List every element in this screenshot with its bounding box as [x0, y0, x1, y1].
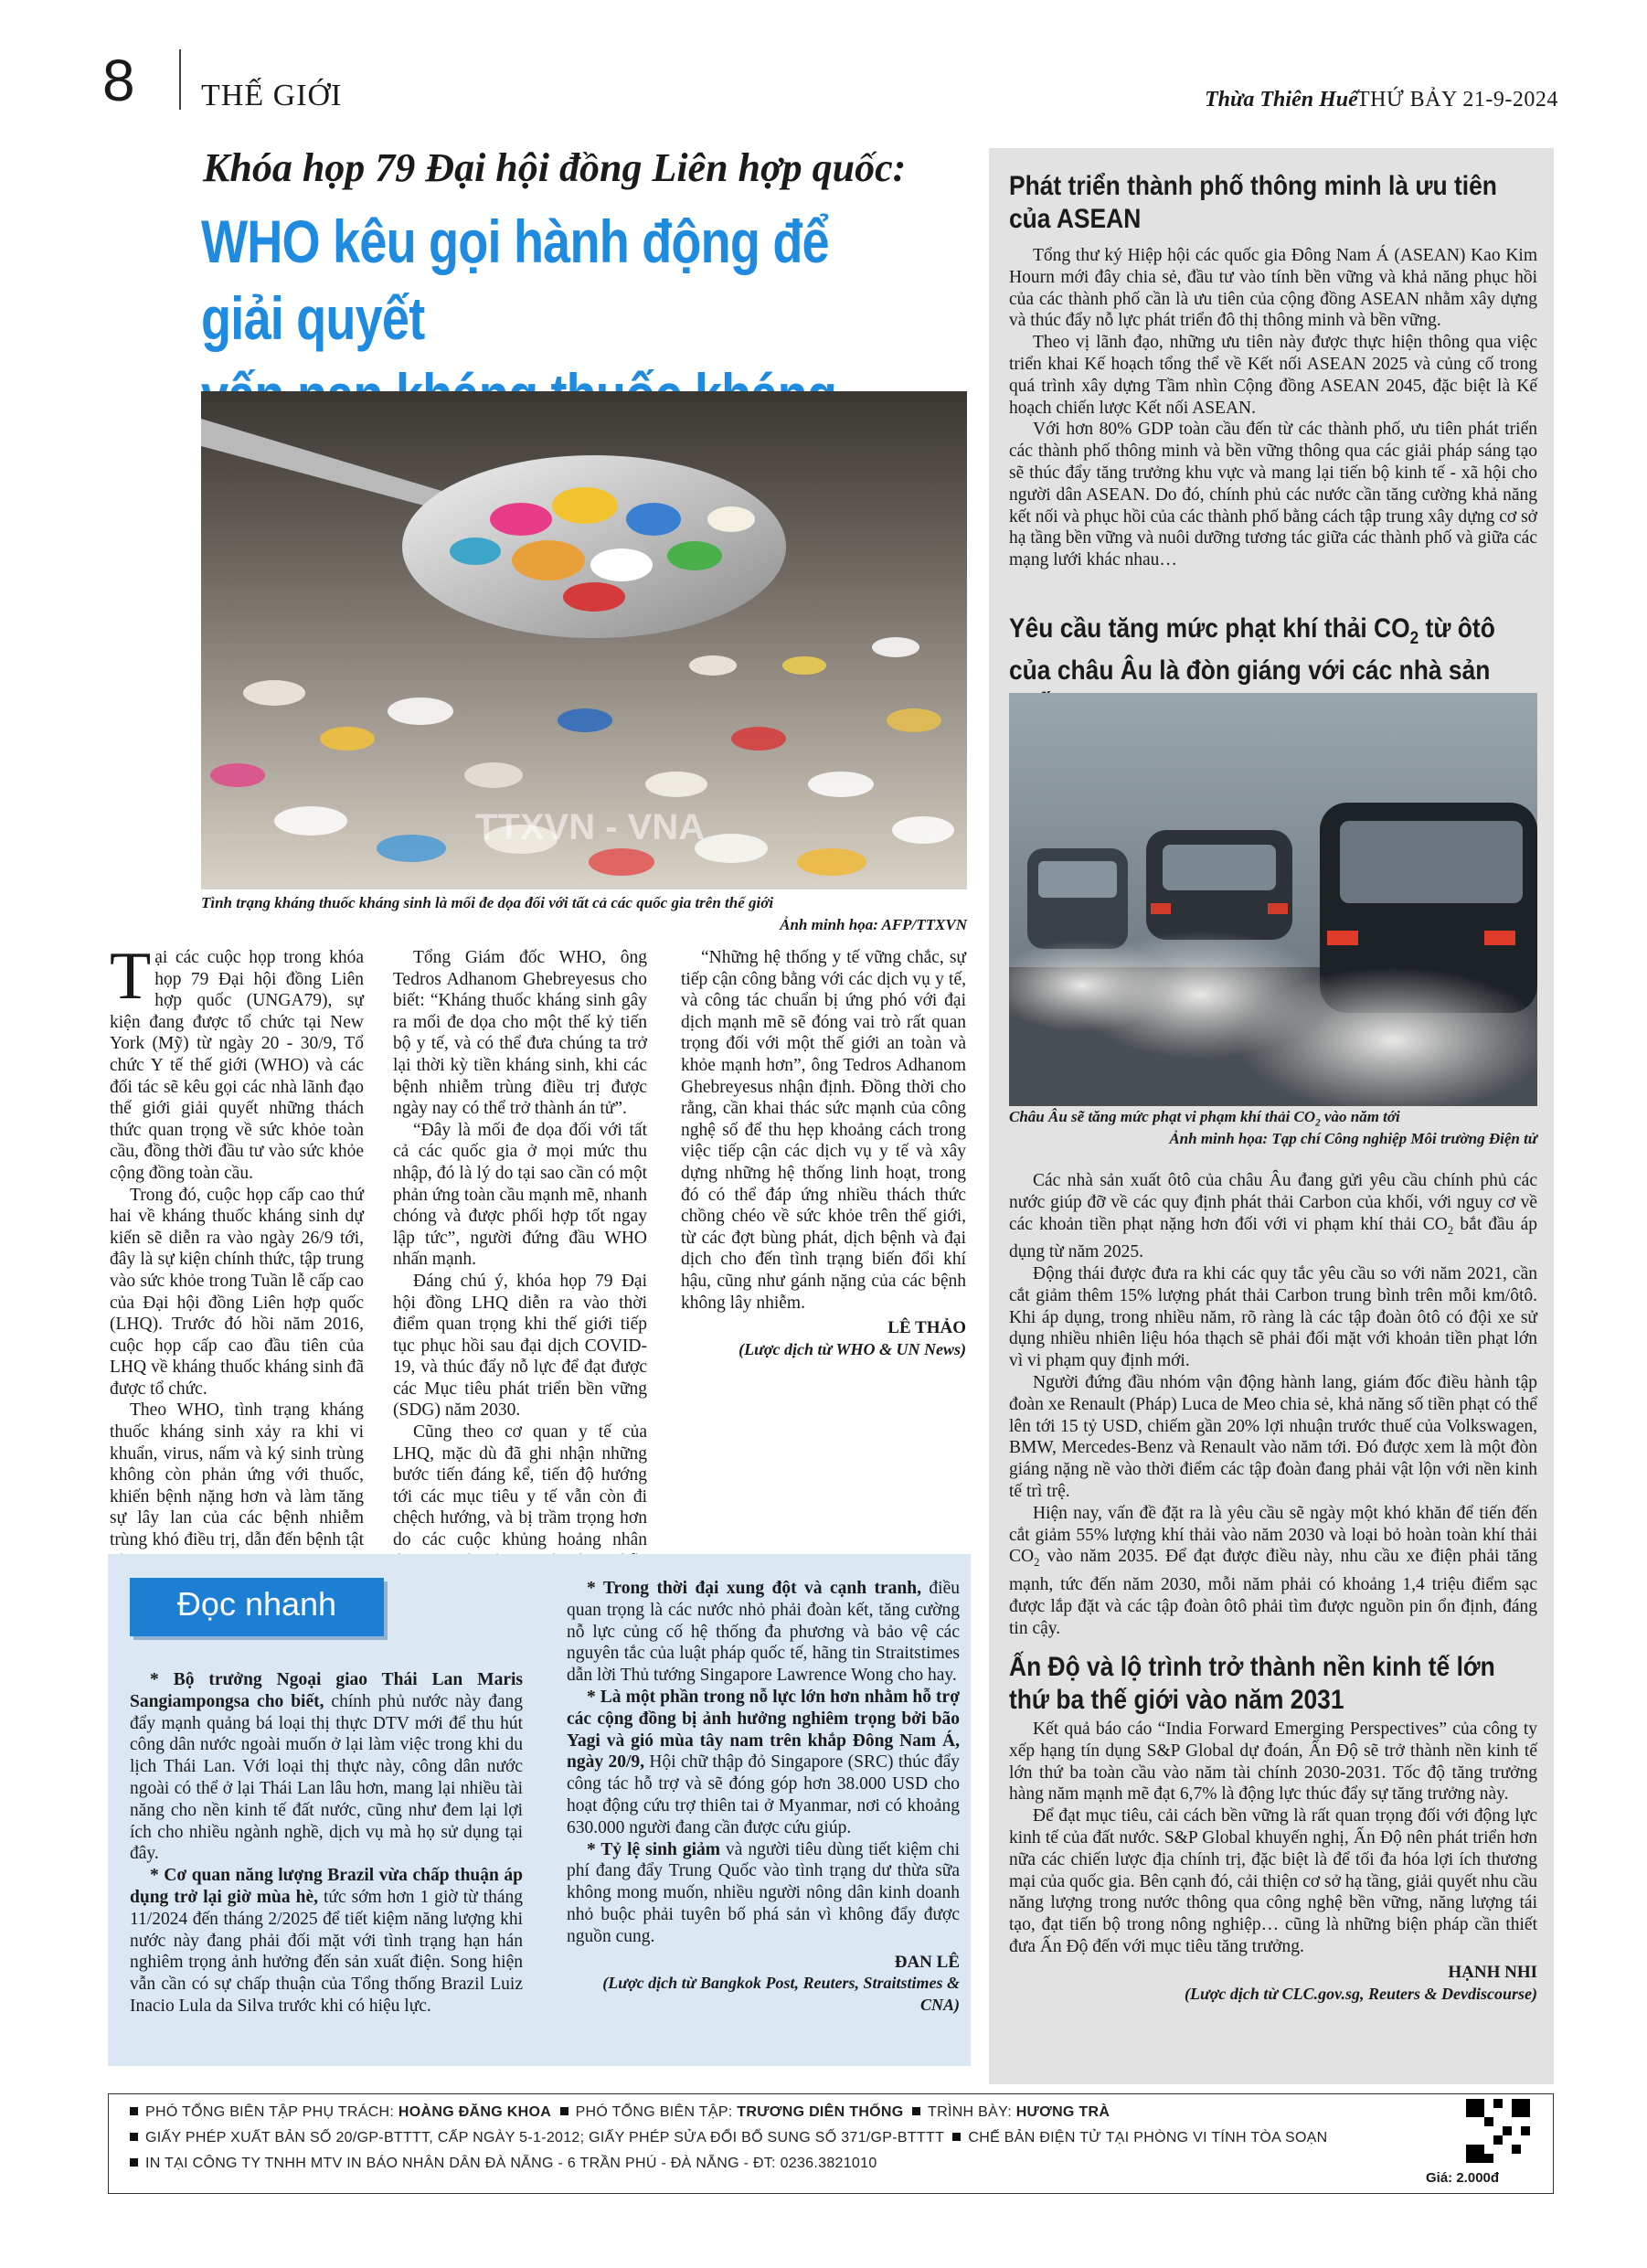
headline-line-1: WHO kêu gọi hành động để giải quyết [201, 208, 829, 352]
page-number: 8 [102, 48, 135, 113]
quick-read-item: * Bộ trưởng Ngoại giao Thái Lan Maris Sangiampongsa cho biết, chính phủ nước này đang đẩy mạnh quảng bá loại thị thực DTV mới để thu hút công dân nước ngoài muốn ở lại làm việc trong khi du lịch Thái Lan. Với loại thị thực này, công dân nước ngoài có thể ở lại Thái Lan lâu hơn, mang lại nhiều tài năng cho nền kinh tế đất nước, cũng như đem lại lợi ích cho nhiều ngành nghề, dịch vụ mà họ sử dụng tại đây. [130, 1670, 523, 1864]
article-column-2 [393, 947, 647, 1659]
article-paragraph: “Đây là mối đe dọa đối với tất cả các quốc gia ở mọi mức thu nhập, đó là lý do tại sao cần có một phản ứng toàn cầu mạnh mẽ, nhanh chóng và được phối hợp tốt ngay lập tức”, người đứng đầu WHO nhấn mạnh. [393, 1120, 647, 1270]
qr-code-icon[interactable] [1466, 2099, 1530, 2163]
quick-read-column-2 [567, 1578, 960, 2017]
article-kicker: Khóa họp 79 Đại hội đồng Liên hợp quốc: [203, 145, 907, 190]
article-paragraph: Đáng chú ý, khóa họp 79 Đại hội đồng LHQ diễn ra vào thời điểm quan trọng khi thế giới tiếp tục phục hồi sau đại dịch COVID-19, và thúc đẩy nỗ lực để đạt được các Mục tiêu phát triển bền vững (SDG) năm 2030. [393, 1271, 647, 1421]
footer-line-3: IN TẠI CÔNG TY TNHH MTV IN BÁO NHÂN DÂN ĐÀ NẴNG - 6 TRẦN PHÚ - ĐÀ NẴNG - ĐT: 0236.3821010 [130, 2156, 877, 2172]
sidebar-source: (Lược dịch từ CLC.gov.sg, Reuters & Devdiscourse) [1184, 1984, 1537, 2003]
article-paragraph: Trong đó, cuộc họp cấp cao thứ hai về kháng thuốc kháng sinh dự kiến sẽ diễn ra vào ngày 26/9 tới, đây là sự kiện chính thức, tập trung vào sức khỏe trong Tuần lễ cấp cao của Đại hội đồng Liên hợp quốc (LHQ). Trước đó hồi năm 2016, cuộc họp cấp cao đầu tiên của LHQ về kháng thuốc kháng sinh đã được tổ chức. [110, 1185, 364, 1399]
quick-read-item: * Là một phần trong nỗ lực lớn hơn nhằm hỗ trợ các cộng đồng bị ảnh hưởng nghiêm trọng bởi bão Yagi và gió mùa tây nam trên khắp Đông Nam Á, ngày 20/9, Hội chữ thập đỏ Singapore (SRC) thúc đẩy công tác hỗ trợ và sẽ đóng góp hơn 38.000 USD cho hoạt động cứu trợ thiên tai ở Myanmar, nơi có khoảng 630.000 người đang cần được cứu giúp. [567, 1687, 961, 1837]
traffic-illustration [1009, 693, 1537, 1106]
article-column-1 [110, 939, 364, 1572]
header-divider [179, 49, 181, 110]
issue-date: THỨ BẢY 21-9-2024 [1356, 88, 1558, 112]
article-author: LÊ THẢO [887, 1318, 966, 1338]
sidebar-paragraph: Các nhà sản xuất ôtô của châu Âu đang gửi yêu cầu chính phủ các nước giúp đỡ về các quy định phát thải Carbon của khối, với nguy cơ về các khoản tiền phạt nặng hơn đối với vi phạm khí thải $CO_2$ bắt đầu áp dụng từ năm 2025. [1009, 1171, 1537, 1262]
quick-read-source: (Lược dịch từ Bangkok Post, Reuters, Straitstimes & CNA) [602, 1974, 960, 2015]
quick-read-author: ĐAN LÊ [894, 1952, 960, 1972]
sidebar-paragraph: Tổng thư ký Hiệp hội các quốc gia Đông Nam Á (ASEAN) Kao Kim Hourn mới đây chia sẻ, đầu tư vào tính bền vững và khả năng phục hồi của các thành phố cần là ưu tiên của cộng đồng ASEAN nhằm xây dựng và thúc đẩy nỗ lực phát triển đô thị thông minh và bền vững. [1009, 246, 1537, 331]
sidebar-paragraph: Với hơn 80% GDP toàn cầu đến từ các thành phố, ưu tiên phát triển các thành phố thông minh và bền vững thông qua các giải pháp sáng tạo sẽ thúc đẩy tăng trưởng khu vực và mang lại tiến bộ kinh tế - xã hội cho người dân ASEAN. Do đó, chính phủ các nước cần tăng cường khả năng kết nối và phục hồi của các thành phố bằng cách tập trung xây dựng cơ sở hạ tầng bền vững và nuôi dưỡng tương tác giữa các thành phố và giữa các mạng lưới khác nhau… [1009, 420, 1537, 570]
square-bullet-icon [560, 2107, 568, 2115]
main-photo-credit [201, 916, 967, 934]
sidebar-story-2-title: Yêu cầu tăng mức phạt khí thải $CO_2$ từ ôtô của châu Âu là đòn giáng với các nhà sản [1009, 613, 1495, 686]
square-bullet-icon [130, 2133, 138, 2141]
quick-read-item: * Tỷ lệ sinh giảm và người tiêu dùng tiết kiệm chi phí đang đẩy Trung Quốc vào tình trạng dư thừa sữa không mong muốn, nhiều người nông dân kinh doanh nhỏ buộc phải tuyên bố phá sản vì không đẩy được nguồn cung. [567, 1839, 960, 1946]
sidebar-paragraph: Người đứng đầu nhóm vận động hành lang, giám đốc điều hành tập đoàn xe Renault (Pháp) Luca de Meo chia sẻ, khả năng số tiền phạt có thể lên tới 15 tỷ USD, chiếm gần 20% lợi nhuận trước thuế của Volkswagen, BMW, Mercedes-Benz và Renault vào năm tới. Đó được xem là một đòn giáng nặng nề vào thời điểm các tập đoàn đang phải vật lộn với nền kinh tế trì trệ. [1009, 1373, 1537, 1502]
photo-watermark: TTXVN - VNA [475, 807, 706, 847]
sidebar-story-2-body [1009, 1170, 1537, 1640]
footer-line-2: GIẤY PHÉP XUẤT BẢN SỐ 20/GP-BTTTT, CẤP NGÀY 5-1-2012; GIẤY PHÉP SỬA ĐỔI BỔ SUNG SỐ 371/GP-BTTTT CHẾ BẢN ĐIỆN TỬ TẠI PHÒNG VI TÍNH TÒA SOẠN [130, 2130, 1328, 2146]
drop-cap: T [110, 939, 152, 1014]
pills-illustration [201, 391, 967, 889]
quick-read-column-1 [130, 1669, 523, 2018]
square-bullet-icon [130, 2158, 138, 2167]
sidebar-paragraph: Kết quả báo cáo “India Forward Emerging Perspectives” của công ty xếp hạng tín dụng S&P Global dự đoán, Ấn Độ sẽ trở thành nền kinh tế lớn thứ ba toàn cầu vào năm tài chính 2030-2031. Tốc độ tăng trưởng hàng năm mạnh mẽ đạt 6,7% là động lực thúc đẩy sự tăng trưởng này. [1009, 1720, 1537, 1805]
sidebar-paragraph: Theo vị lãnh đạo, những ưu tiên này được thực hiện thông qua việc triển khai Kế hoạch tổng thể về Kết nối ASEAN 2025 và củng cố trong quá trình xây dựng Tầm nhìn Cộng đồng ASEAN 2045, đặc biệt là Kế hoạch chiến lược Kết nối ASEAN. [1009, 333, 1537, 418]
sidebar-story-3-body [1009, 1719, 1537, 2005]
footer-line-1: PHÓ TỔNG BIÊN TẬP PHỤ TRÁCH: HOÀNG ĐĂNG KHOA PHÓ TỔNG BIÊN TẬP: TRƯƠNG DIÊN THỐNG TRÌNH BÀY: HƯƠNG TRÀ [130, 2104, 1110, 2121]
article-paragraph: “Những hệ thống y tế vững chắc, sự tiếp cận công bằng với các dịch vụ y tế, và công tác chuẩn bị ứng phó với đại dịch mạnh mẽ sẽ đóng vai trò rất quan trọng đối với một thế giới an toàn và khỏe mạnh hơn”, ông Tedros Adhanom Ghebreyesus nhận định. Đồng thời cho rằng, cần khai thác sức mạnh của công nghệ số để thu hẹp khoảng cách trong việc tiếp cận các dịch vụ y tế và xây dựng những hệ thống linh hoạt, trong đó có thể đáp ứng nhiều thách thức chồng chéo về sức khỏe trên thế giới, từ các đợt bùng phát, dịch bệnh và đại dịch cho đến tình trạng biến đổi khí hậu, cũng như gánh nặng của các bệnh không lây nhiễm. [681, 948, 966, 1313]
price-label: Giá: 2.000đ [1426, 2170, 1500, 2186]
quick-read-item: * Trong thời đại xung đột và cạnh tranh, điều quan trọng là các nước nhỏ phải đoàn kết, tăng cường nỗ lực củng cố hệ thống đa phương và bảo vệ các nguyên tắc của luật pháp quốc tế, hãng tin Straitstimes dẫn lời Thủ tướng Singapore Lawrence Wong cho hay. [567, 1579, 960, 1686]
article-column-3 [681, 947, 966, 1360]
article-source: (Lược dịch từ WHO & UN News) [738, 1339, 966, 1358]
square-bullet-icon [952, 2133, 961, 2141]
article-paragraph: Tại các cuộc họp trong khóa họp 79 Đại hội đồng Liên hợp quốc (UNGA79), sự kiện đang được tổ chức tại New York (Mỹ) từ ngày 20 - 30/9, Tổ chức Y tế thế giới (WHO) và các đối tác sẽ kêu gọi các nhà lãnh đạo thế giới giải quyết những thách thức quan trọng về sức khỏe toàn cầu, đồng thời đầu tư vào sức khỏe cộng đồng toàn cầu. [110, 939, 364, 1183]
square-bullet-icon [912, 2107, 920, 2115]
masthead: Thừa Thiên Huế [1205, 88, 1358, 112]
section-name: THẾ GIỚI [201, 79, 343, 112]
quick-read-item: * Cơ quan năng lượng Brazil vừa chấp thuận áp dụng trở lại giờ mùa hè, tức sớm hơn 1 giờ từ tháng 11/2024 đến tháng 2/2025 để tiết kiệm năng lượng khi nước này đang phải đối mặt với tình trạng hạn hán nghiêm trọng ảnh hưởng đến sản xuất điện. Song hiện vẫn cần có sự chấp thuận của Tổng thống Brazil Luiz Inacio Lula da Silva trước khi có hiệu lực. [130, 1866, 524, 2016]
sidebar-photo-credit: Ảnh minh họa: Tạp chí Công nghiệp Môi trường Điện tử [1169, 1130, 1537, 1147]
sidebar-story-1-body [1009, 245, 1537, 571]
main-photo-caption: Tình trạng kháng thuốc kháng sinh là mối đe dọa đối với tất cả các quốc gia trên thế giới [201, 894, 774, 911]
article-paragraph: Theo WHO, tình trạng kháng thuốc kháng sinh xảy ra khi vi khuẩn, virus, nấm và ký sinh trùng không còn phản ứng với thuốc, khiến bệnh nặng hơn và làm tăng sự lây lan của các bệnh nhiễm trùng khó điều trị, dẫn đến bệnh tật [110, 1400, 364, 1550]
article-paragraph: Cũng theo cơ quan y tế của LHQ, mặc dù đã ghi nhận những bước tiến đáng kể, tiến độ hướng tới các mục tiêu y tế vẫn còn đi chệch hướng, và bị trầm trọng hơn do các cuộc khủng hoảng nhân [393, 1422, 647, 1550]
square-bullet-icon [130, 2107, 138, 2115]
sidebar-paragraph: Hiện nay, vấn đề đặt ra là yêu cầu sẽ ngày một khó khăn để tiến đến cắt giảm 55% lượng khí thải vào năm 2030 và loại bỏ hoàn toàn khí thải $CO_2$ vào năm 2035. Để đạt được điều này, nhu cầu xe điện phải tăng mạnh, tức đến năm 2030, mỗi năm phải có khoảng 1,4 triệu điểm sạc được lắp đặt và các tập đoàn ôtô phải tìm được nguồn pin ổn định, đáng tin cậy. [1009, 1503, 1537, 1638]
sidebar-author: HẠNH NHI [1448, 1962, 1537, 1982]
sidebar-story-1-title: Phát triển thành phố thông minh là ưu tiên của ASEAN [1009, 171, 1497, 234]
credit-label: Ảnh minh họa: [780, 916, 882, 933]
traffic-exhaust-photo [1009, 693, 1537, 1106]
pills-spoon-photo [201, 391, 967, 889]
sidebar-photo-caption: Châu Âu sẽ tăng mức phạt vi phạm khí thải $CO_2$ vào năm tới [1009, 1108, 1400, 1129]
sidebar-story-3-title: Ấn Độ và lộ trình trở thành nền kinh tế lớn thứ ba thế giới vào năm 2031 [1009, 1652, 1495, 1715]
credit-source: AFP/TTXVN [881, 916, 967, 933]
quick-read-title: Đọc nhanh [176, 1585, 337, 1623]
sidebar-paragraph: Động thái được đưa ra khi các quy tắc yêu cầu so với năm 2021, cần cắt giảm thêm 15% lượng phát thải Carbon trung bình trên mỗi km/ôtô. Khi áp dụng, trong nhiều năm, rõ ràng là các tập đoàn ôtô có đội xe sử dụng nhiều nhiên liệu hóa thạch sẽ phải đối mặt với khoản tiền phạt lớn vì vi phạm quy định mới. [1009, 1264, 1537, 1371]
article-paragraph: Tổng Giám đốc WHO, ông Tedros Adhanom Ghebreyesus cho biết: “Kháng thuốc kháng sinh gây ra mối đe dọa cho một thế kỷ tiến bộ y tế, và có thể đưa chúng ta trở lại thời kỳ tiền kháng sinh, khi các bệnh nhiễm trùng điều trị được ngày nay có thể trở thành án tử”. [393, 948, 647, 1119]
sidebar-paragraph: Để đạt mục tiêu, cải cách bền vững là rất quan trọng đối với động lực kinh tế của đất nước. S&P Global khuyến nghị, Ấn Độ nên phát triển hơn nữa các chiến lược địa chính trị, đặc biệt là để tối đa hóa lợi ích thương mại của quốc gia. Bên cạnh đó, cải thiện cơ sở hạ tầng, giải quyết nhu cầu năng lượng trong nước thông qua công nghệ bền vững, năng lượng tái tạo, đạt tiến bộ trong nông nghiệp… cũng là những biện pháp cần thiết đưa Ấn Độ đến với mục tiêu tăng trưởng. [1009, 1806, 1537, 1956]
